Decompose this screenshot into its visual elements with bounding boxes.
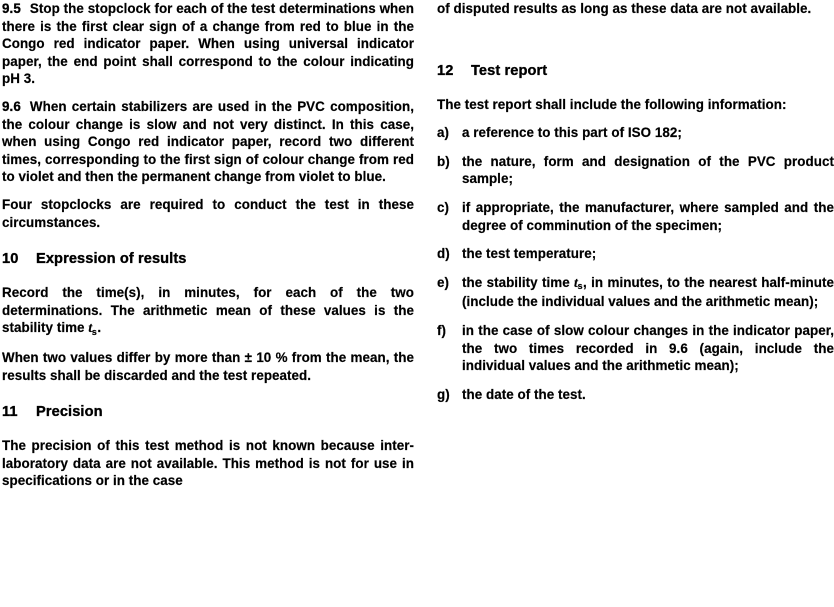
spacer	[2, 231, 414, 250]
heading-number-12: 12	[437, 62, 454, 79]
list-item	[437, 322, 834, 375]
paragraph-number-9-5: 9.5	[2, 1, 21, 16]
list-item-text-before: the stability time	[462, 274, 575, 290]
list-item-text: the nature, form and designation of the PVC product sample;	[462, 153, 834, 187]
heading-title-10: Expression of results	[36, 251, 187, 268]
list-marker: b)	[437, 153, 450, 169]
list-item	[437, 386, 834, 404]
list-item	[437, 245, 834, 263]
spacer	[437, 18, 834, 62]
spacer	[437, 311, 834, 322]
spacer	[2, 384, 414, 403]
left-column	[2, 0, 414, 490]
spacer	[437, 188, 834, 199]
right-column	[437, 0, 834, 403]
paragraph-disputed-results: of disputed results as long as these data are not available.	[437, 1, 812, 16]
heading-title-11: Precision	[36, 404, 103, 421]
list-marker: g)	[437, 386, 450, 402]
paragraph-text-9-6: When certain stabilizers are used in the PVC composition, the colour change is slow and not very distinct. In this case, when using Congo red indicator paper, record two different times, corresponding to the first sign of colour change from red to violet and then the permanent change from violet to blue.	[2, 98, 414, 185]
paragraph-record-times-text-before: Record the time(s), in minutes, for each of the two determinations. The arithmetic mean of these values is the stability time	[2, 285, 414, 336]
list-item-text: the date of the test.	[462, 386, 586, 402]
list-item-text: the test temperature;	[462, 246, 597, 262]
list-item-text: in the case of slow colour changes in the indicator paper, the two times recorded in 9.6 (again, include the individual values and the arithmetic mean);	[462, 322, 834, 374]
spacer	[2, 421, 414, 437]
symbol-letter: t	[88, 320, 93, 336]
paragraph-number-9-6: 9.6	[2, 98, 21, 114]
spacer	[2, 186, 414, 196]
spacer	[437, 80, 834, 96]
paragraph-precision-body: The precision of this test method is not known because inter-laboratory data are not available. This method is not for use in specifications or in the case	[2, 438, 414, 489]
heading-12-test-report	[437, 62, 834, 80]
list-item-text: a reference to this part of ISO 182;	[462, 125, 682, 141]
paragraph-four-stopclocks: Four stopclocks are required to conduct the test in these circumstances.	[2, 196, 414, 230]
list-item	[437, 274, 834, 311]
spacer	[437, 113, 834, 124]
list-marker: f)	[437, 322, 447, 338]
list-item	[437, 124, 834, 142]
spacer	[437, 375, 834, 386]
paragraph-record-times	[2, 284, 414, 339]
spacer	[437, 142, 834, 153]
heading-10-expression-of-results	[2, 250, 414, 268]
spacer	[437, 263, 834, 274]
paragraph-9-6	[2, 98, 414, 186]
list-marker: a)	[437, 125, 450, 141]
spacer	[2, 268, 414, 284]
heading-11-precision	[2, 403, 414, 421]
heading-number-11: 11	[2, 404, 18, 421]
paragraph-9-5	[2, 0, 414, 88]
list-marker: c)	[437, 199, 450, 215]
symbol-subscript: s	[91, 326, 97, 337]
symbol-subscript: s	[577, 280, 583, 291]
heading-number-10: 10	[2, 251, 19, 268]
list-item	[437, 199, 834, 234]
paragraph-tolerance: When two values differ by more than ± 10 % from the mean, the results shall be discarded and the test repeated.	[2, 349, 414, 383]
heading-title-12: Test report	[471, 62, 548, 79]
list-item	[437, 153, 834, 188]
list-marker: e)	[437, 274, 450, 290]
paragraph-report-intro: The test report shall include the following information:	[437, 96, 787, 112]
spacer	[437, 234, 834, 245]
spacer	[2, 339, 414, 349]
paragraph-record-times-text-after: .	[97, 320, 102, 336]
symbol-letter: t	[574, 274, 578, 290]
paragraph-text-9-5: Stop the stopclock for each of the test determinations when there is the first clear sign of a change from red to blue in the Congo red indicator paper. When using universal indicator paper, the end point shall correspond to the colour indicating pH 3.	[2, 1, 414, 87]
list-item-text: if appropriate, the manufacturer, where sampled and the degree of comminution of the specimen;	[462, 199, 834, 233]
list-item-text-after: , in minutes, to the nearest half-minute (include the individual values and the arithmetic mean);	[462, 274, 834, 310]
spacer	[2, 88, 414, 98]
list-marker: d)	[437, 246, 450, 262]
symbol-stability-time	[88, 320, 97, 335]
symbol-stability-time	[574, 275, 583, 290]
